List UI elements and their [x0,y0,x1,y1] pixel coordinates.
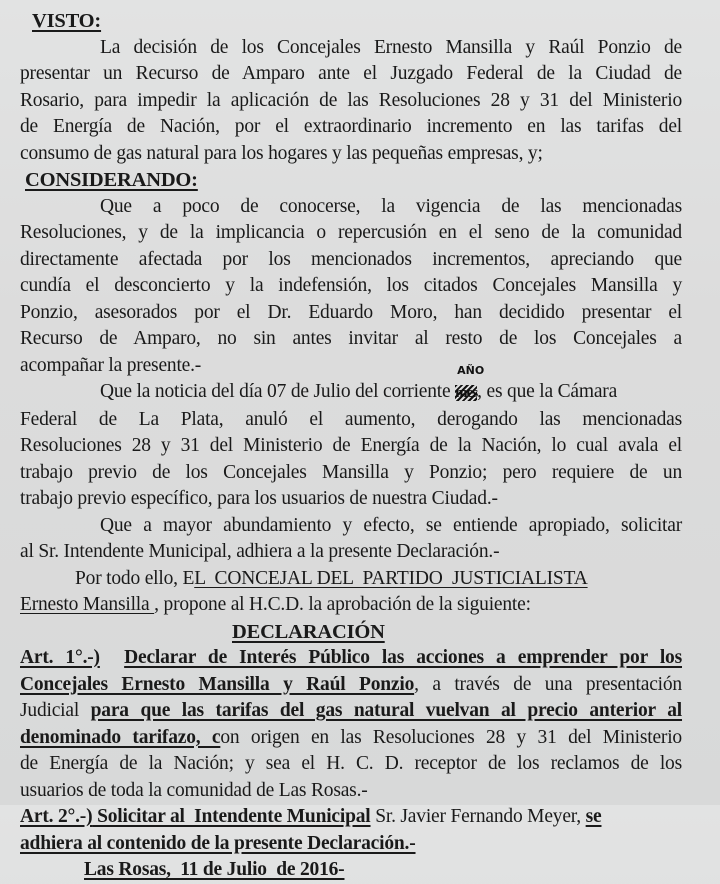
considerando-line: al Sr. Intendente Municipal, adhiera a la presente Declaración.- [20,541,500,562]
article-1-text: para que las tarifas del gas natural vuelvan al precio anterior al [90,700,683,721]
visto-line: La decisión de los Concejales Ernesto Mansilla y Raúl Ponzio de [100,36,682,58]
article-2-text: se [585,806,602,827]
article-1-line [20,698,682,725]
article-1-line [20,725,682,752]
considerando-heading: CONSIDERANDO: [25,169,198,191]
paragraph-text: , propone al H.C.D. la aprobación de la siguiente: [154,594,531,615]
article-1-label: Art. 1°.-) [20,647,100,668]
struck-word: mes [455,385,478,401]
considerando-line [20,592,682,619]
considerando-line [20,566,682,593]
paragraph-text: Que la noticia del día 07 de Julio del corriente [100,381,456,402]
visto-line: consumo de gas natural para los hogares y las pequeñas empresas, y; [20,142,543,164]
considerando-line: acompañar la presente.- [20,354,202,376]
place-and-date: Las Rosas, 11 de Julio de 2016- [84,859,345,880]
article-1-text: Declarar de Interés Público las acciones a emprender por los [124,647,682,668]
article-2-text: adhiera al contenido de la presente Declaración.- [20,832,416,854]
article-1-line [20,672,682,699]
article-2-text: Sr. Javier Fernando Meyer, [370,806,586,827]
article-2-line [20,831,682,858]
article-1-line: de Energía de la Nación; y sea el H. C. D. receptor de los reclamos de los [20,753,682,774]
article-1-text: Judicial [20,700,91,721]
article-1-line: usuarios de toda la comunidad de Las Rosas.- [20,779,368,801]
article-1-text: on origen en las Resoluciones 28 y 31 del Ministerio [220,726,682,748]
considerando-line: directamente afectada por los mencionados incrementos, apreciando que [20,248,682,270]
considerando-line: Resoluciones 28 y 31 del Ministerio de Energía de la Nación, lo cual avala el [20,435,682,456]
visto-line: de Energía de Nación, por el extraordinario incremento en las tarifas del [20,116,682,137]
considerando-line: trabajo previo específico, para los usuarios de nuestra Ciudad.- [20,488,498,509]
considerando-line: Recurso de Amparo, no sin antes invitar al resto de los Concejales a [20,328,682,349]
article-1-line [20,645,682,672]
article-1-text: , a través de una presentación [414,673,682,695]
considerando-line: Resoluciones, y de la implicancia o repercusión en el seno de la comunidad [20,222,682,243]
handwritten-correction [455,364,485,407]
signature-line [20,857,682,884]
considerando-line: Ponzio, asesorados por el Dr. Eduardo Moro, han decidido presentar el [20,301,682,323]
considerando-line: Que a poco de conocerse, la vigencia de las mencionadas [100,195,682,217]
article-2-line [20,804,682,831]
visto-line: presentar un Recurso de Amparo ante el Juzgado Federal de la Ciudad de [20,63,682,84]
considerando-line: cundía el desconcierto y la indefensión, los citados Concejales Mansilla y [20,275,682,296]
article-1-text: Concejales Ernesto Mansilla y Raúl Ponzio [20,673,415,695]
declaracion-heading: DECLARACIÓN [232,620,385,643]
article-2-label: Art. 2°.-) [20,806,93,827]
visto-section [20,8,682,167]
considerando-section [20,167,682,619]
paragraph-text: Por todo ello, E [75,567,195,589]
party-name: L CONCEJAL DEL PARTIDO JUSTICIALISTA [194,567,588,589]
article-1-text: denominado tarifazo, c [20,726,221,748]
visto-line: Rosario, para impedir la aplicación de las Resoluciones 28 y 31 del Ministerio [20,89,682,111]
considerando-line: trabajo previo de los Concejales Mansilla y Ponzio; pero requiere de un [20,461,682,483]
considerando-line: Federal de La Plata, anuló el aumento, derogando las mencionadas [20,408,682,430]
councillor-name: Ernesto Mansilla [20,594,155,615]
considerando-line: Que a mayor abundamiento y efecto, se entiende apropiado, solicitar [100,514,682,536]
declaracion-section [20,619,682,884]
visto-heading: VISTO: [32,10,102,32]
article-2-text: Solicitar al Intendente Municipal [92,806,371,827]
declaration-document [20,8,682,884]
handwritten-note: AÑO [457,364,485,377]
paragraph-text: , es que la Cámara [477,381,618,402]
